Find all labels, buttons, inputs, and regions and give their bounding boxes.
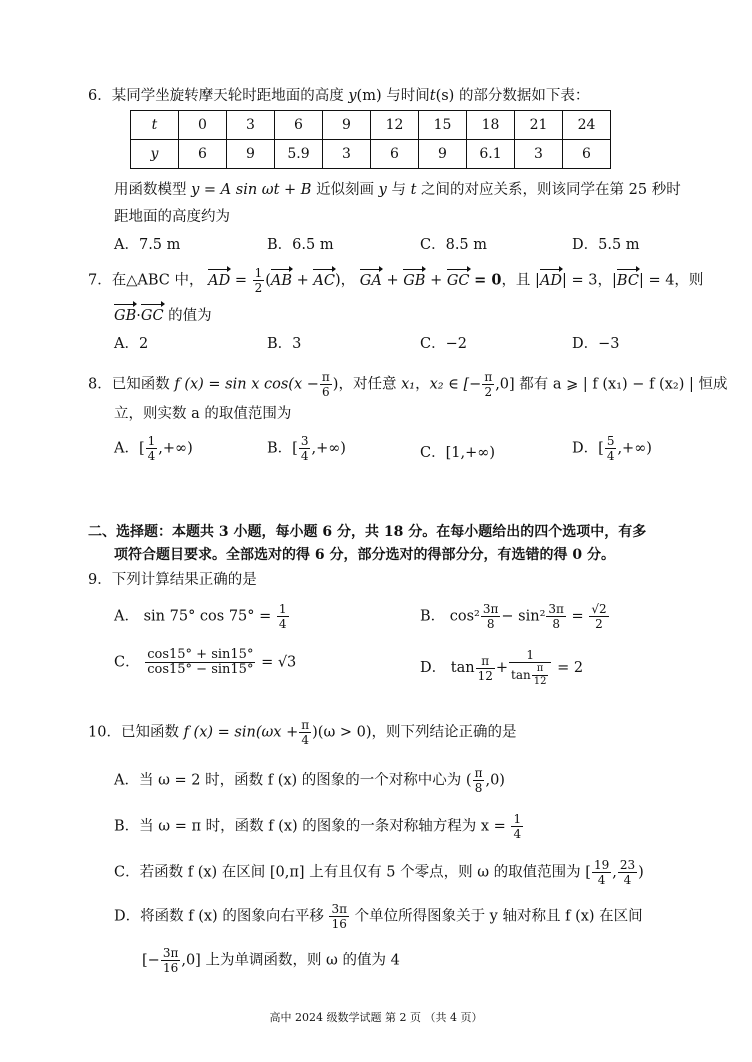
option-text: 若函数 f (x) 在区间 [0,π] 上有且仅有 5 个零点，则 ω 的取值范围为 [: [139, 864, 591, 881]
option-tan: tan: [450, 660, 475, 676]
table-header-y: y: [131, 140, 179, 169]
option-fraction: [481, 602, 501, 631]
q7-eq: =: [234, 272, 247, 289]
q9-option-c: [114, 648, 296, 677]
table-cell: 24: [563, 111, 611, 140]
q9-option-a: [114, 602, 290, 631]
option-text: 个单位所得图象关于 y 轴对称且 f (x) 在区间: [354, 908, 643, 925]
q7-eq-zero: = 0: [474, 271, 502, 289]
option-fraction: [146, 434, 158, 463]
q6-option-c: C．8.5 m: [420, 237, 488, 253]
q6-var-y: y: [348, 88, 357, 104]
q10-option-b: [114, 812, 524, 841]
frac-denominator: 2: [254, 281, 263, 295]
q8-fx: f (x) = sin x cos(x −: [174, 376, 319, 393]
q8-x1: x₁: [401, 376, 416, 393]
option-label: B．: [114, 818, 140, 835]
option-tail: ,+∞): [617, 440, 652, 457]
q6-unit-m: (m): [356, 88, 382, 104]
q6-line2-b: 近似刻画: [316, 182, 375, 198]
option-label: C．: [114, 654, 140, 671]
option-label: B．: [267, 440, 293, 457]
q8-line2: 立，则实数 a 的取值范围为: [114, 406, 292, 422]
q10-text-a: 已知函数: [120, 724, 179, 741]
frac-denominator: 4: [513, 827, 522, 841]
frac-numerator: 19: [593, 858, 610, 872]
frac-numerator: π: [474, 766, 483, 780]
section2-heading-line1: 二、选择题：本题共 3 小题，每小题 6 分，共 18 分。在每小题给出的四个选项中，有多: [88, 524, 647, 540]
table-cell: 18: [467, 111, 515, 140]
frac-denominator: 16: [331, 917, 347, 931]
q7-comma: ，: [340, 272, 356, 289]
q8-stem: [88, 370, 727, 399]
option-label: C．: [420, 445, 446, 461]
q10-option-c: [114, 858, 644, 887]
option-fraction: [592, 858, 611, 887]
q6-unit-s: (s): [435, 88, 455, 104]
table-cell: 5.9: [275, 140, 323, 169]
q6-line2: [114, 180, 681, 200]
option-label: A．: [114, 440, 139, 457]
table-header-t: t: [131, 111, 179, 140]
q7-stem: 7．在△ABC 中， AD = $\frac{1}{2}$ (AB + AC)， GA + GB + GC = 0，且 |AD| = 3，|BC| = 4，则: [88, 266, 704, 295]
q6-stem: [88, 86, 589, 106]
q8-option-a: A．[ $\frac{1}{4}$ ,+∞): [114, 434, 193, 463]
q10-text-b: )(ω > 0)，则下列结论正确的是: [312, 724, 517, 741]
q6-line2-d: 之间的对应关系，则该同学在第 25 秒时: [421, 182, 681, 198]
frac-numerator: 3π: [331, 902, 347, 916]
fraction-pi-2: [482, 370, 494, 399]
q7-text-d: 的值为: [168, 308, 212, 324]
option-fraction: [589, 602, 608, 631]
q7-text-b2: | = 3，|: [562, 272, 617, 289]
option-sep: ,: [612, 864, 617, 881]
frac-denominator: 2: [484, 385, 493, 399]
option-fraction: [476, 654, 495, 683]
table-cell: 6: [371, 140, 419, 169]
table-cell: 3: [227, 111, 275, 140]
q7-text-a: 在△ABC 中，: [111, 272, 204, 289]
option-label: C．: [114, 864, 140, 881]
frac-denominator: 6: [322, 385, 330, 399]
frac-tan: tan: [511, 668, 531, 682]
q6-line2-t: t: [410, 182, 417, 198]
q8-number: 8．: [88, 376, 112, 393]
option-expr: cos²: [449, 608, 480, 625]
option-eq: = √3: [261, 654, 297, 671]
q10-fx: f (x) = sin(ωx +: [183, 724, 299, 741]
q7-text-c: | = 4，则: [638, 272, 704, 289]
option-fraction: [145, 648, 255, 677]
q7-option-a: A．2: [114, 336, 149, 352]
table-cell: 6: [563, 140, 611, 169]
frac-numerator: 3π: [482, 602, 499, 616]
q10-option-a: [114, 766, 505, 795]
vector-ad: AD: [208, 272, 231, 289]
q7-text-b: ，且 |: [501, 272, 540, 289]
q8-option-b: B．[ $\frac{3}{4}$ ,+∞): [267, 434, 346, 463]
frac-denominator: 4: [278, 617, 287, 631]
inner-fraction: [532, 663, 549, 688]
fraction-pi-6: [320, 370, 332, 399]
frac-numerator: π: [321, 370, 330, 384]
q10-option-d-line2: [142, 946, 400, 975]
q9-stem: [88, 570, 257, 590]
frac-denominator: 4: [597, 873, 606, 887]
table-cell: 12: [371, 111, 419, 140]
q7-option-b: B．3: [267, 336, 302, 352]
q7-number: 7．: [88, 272, 112, 289]
option-label: D．: [114, 908, 141, 925]
option-expr: sin 75° cos 75° =: [143, 608, 272, 625]
option-fraction: [473, 766, 485, 795]
option-fraction: [605, 434, 617, 463]
q9-stem-text: 下列计算结果正确的是: [111, 572, 257, 588]
table-cell: 6: [179, 140, 227, 169]
vector-gb: GB: [403, 272, 426, 289]
frac-numerator: 3π: [162, 946, 179, 960]
q7-dot: ·: [136, 308, 141, 324]
q10-number: 10．: [88, 724, 121, 741]
q8-text-b: )，对任意: [332, 376, 397, 393]
frac-numerator: 3: [300, 434, 309, 448]
q6-stem-text: 某同学坐旋转摩天轮时距地面的高度: [111, 88, 344, 104]
table-cell: 6.1: [467, 140, 515, 169]
frac-denominator: 12: [533, 676, 547, 687]
frac-numerator: 5: [606, 434, 615, 448]
frac-denominator: 4: [606, 449, 615, 463]
option-fraction: [277, 602, 289, 631]
option-text: ,0] 上为单调函数，则 ω 的值为 4: [181, 952, 400, 969]
q7-option-c: C．−2: [420, 336, 467, 352]
table-row: [131, 111, 611, 140]
vector-ga: GA: [359, 272, 382, 289]
q8-option-d: D．[ $\frac{5}{4}$ ,+∞): [572, 434, 652, 463]
frac-numerator: π: [532, 663, 549, 676]
table-cell: 6: [275, 111, 323, 140]
frac-denominator: 4: [300, 449, 309, 463]
table-cell: 9: [419, 140, 467, 169]
frac-numerator: 1: [147, 434, 156, 448]
frac-denominator: 4: [623, 873, 632, 887]
frac-numerator: π: [476, 654, 495, 669]
fraction-pi-4: [299, 718, 311, 747]
frac-numerator: 3π: [548, 602, 564, 616]
table-cell: 9: [323, 111, 371, 140]
option-fraction: [509, 648, 551, 688]
frac-denominator: 4: [301, 733, 309, 747]
option-label: B．: [420, 608, 446, 625]
q8-text-c: ,0] 都有 a ⩾ | f (x₁) − f (x₂) | 恒成: [495, 376, 728, 393]
option-label: D．: [572, 440, 599, 457]
frac-denominator: 2: [595, 617, 603, 631]
option-tail: ,+∞): [158, 440, 193, 457]
option-text: [−: [142, 952, 160, 969]
q9-option-d: [420, 648, 583, 688]
option-fraction: [161, 946, 181, 975]
page-footer: 高中 2024 级数学试题 第 2 页 （共 4 页）: [269, 1011, 483, 1024]
q7-line2: [114, 306, 212, 326]
frac-numerator: 1: [509, 648, 551, 663]
option-text: [1,+∞): [445, 445, 495, 461]
frac-numerator: 1: [513, 812, 522, 826]
q6-line3: 距地面的高度约为: [114, 209, 230, 225]
frac-denominator: cos15° − sin15°: [147, 662, 254, 677]
section2-heading-line2: 项符合题目要求。全部选对的得 6 分，部分选对的得部分分，有选错的得 0 分。: [114, 547, 615, 563]
table-cell: 0: [179, 111, 227, 140]
vector-gc-2: GC: [140, 308, 164, 324]
frac-numerator: cos15° + sin15°: [147, 647, 254, 662]
frac-numerator: π: [301, 718, 310, 732]
q10-option-d-line1: [114, 902, 643, 931]
frac-denominator: 4: [147, 449, 156, 463]
table-cell: 3: [515, 140, 563, 169]
frac-numerator: √2: [591, 602, 607, 616]
q6-option-a: A．7.5 m: [114, 237, 181, 253]
option-label: A．: [114, 608, 139, 625]
option-text: 当 ω = 2 时，函数 f (x) 的图象的一个对称中心为 (: [138, 772, 472, 789]
vector-bc: BC: [616, 272, 639, 289]
q6-stem-end: 的部分数据如下表：: [458, 88, 590, 104]
option-label: D．: [420, 660, 447, 676]
frac-denominator: 8: [486, 617, 495, 631]
q6-option-d: D．5.5 m: [572, 237, 640, 253]
table-cell: 9: [227, 140, 275, 169]
frac-numerator: 1: [278, 602, 287, 616]
option-expr: − sin²: [501, 608, 546, 625]
frac-numerator: 23: [619, 858, 636, 872]
q8-comma: ，: [415, 376, 430, 393]
vector-ad-abs: AD: [539, 272, 563, 289]
frac-denominator: 8: [552, 617, 560, 631]
frac-numerator: 1: [254, 266, 263, 280]
q7-option-d: D．−3: [572, 336, 620, 352]
frac-denominator: [509, 663, 551, 688]
vector-ab: AB: [270, 272, 293, 289]
option-eq: = 2: [557, 660, 584, 676]
option-plus: +: [495, 660, 508, 676]
q6-var-t: t: [429, 88, 436, 104]
q6-stem-mid: 与时间: [386, 88, 430, 104]
q8-x2: x₂ ∈ [−: [429, 376, 482, 393]
q6-line2-a: 用函数模型: [114, 182, 187, 198]
q6-option-b: B．6.5 m: [267, 237, 334, 253]
frac-denominator: 16: [162, 961, 179, 975]
q6-line2-y: y: [378, 182, 387, 198]
vector-ac: AC: [313, 272, 335, 289]
frac-numerator: π: [484, 370, 493, 384]
vector-gb-2: GB: [114, 308, 137, 324]
table-cell: 21: [515, 111, 563, 140]
option-tail: ,+∞): [311, 440, 346, 457]
q10-stem: [88, 718, 517, 747]
q6-model: y = A sin ωt + B: [191, 182, 312, 198]
table-row: [131, 140, 611, 169]
q8-option-c: [420, 441, 495, 462]
option-text: 当 ω = π 时，函数 f (x) 的图象的一条对称轴方程为 x =: [139, 818, 506, 835]
option-tail: ,0): [485, 772, 505, 789]
option-tail: ): [638, 864, 644, 881]
frac-denominator: 8: [474, 781, 483, 795]
option-label: A．: [114, 772, 139, 789]
vector-gc: GC: [446, 272, 470, 289]
table-cell: 15: [419, 111, 467, 140]
q6-number: 6．: [88, 88, 112, 104]
option-fraction: [546, 602, 566, 631]
option-fraction: [618, 858, 637, 887]
q7-plus: +: [296, 272, 309, 289]
option-fraction: [329, 902, 349, 931]
q9-number: 9．: [88, 572, 112, 588]
fraction-one-half: [253, 266, 265, 295]
option-fraction: [511, 812, 523, 841]
option-text: 将函数 f (x) 的图象向右平移: [140, 908, 324, 925]
table-cell: 3: [323, 140, 371, 169]
frac-denominator: 12: [477, 668, 493, 683]
q6-line2-c: 与: [391, 182, 406, 198]
q8-text-a: 已知函数: [111, 376, 170, 393]
q9-option-b: [420, 602, 610, 631]
option-fraction: [299, 434, 311, 463]
q6-data-table: [130, 110, 611, 169]
option-eq: =: [571, 608, 584, 625]
